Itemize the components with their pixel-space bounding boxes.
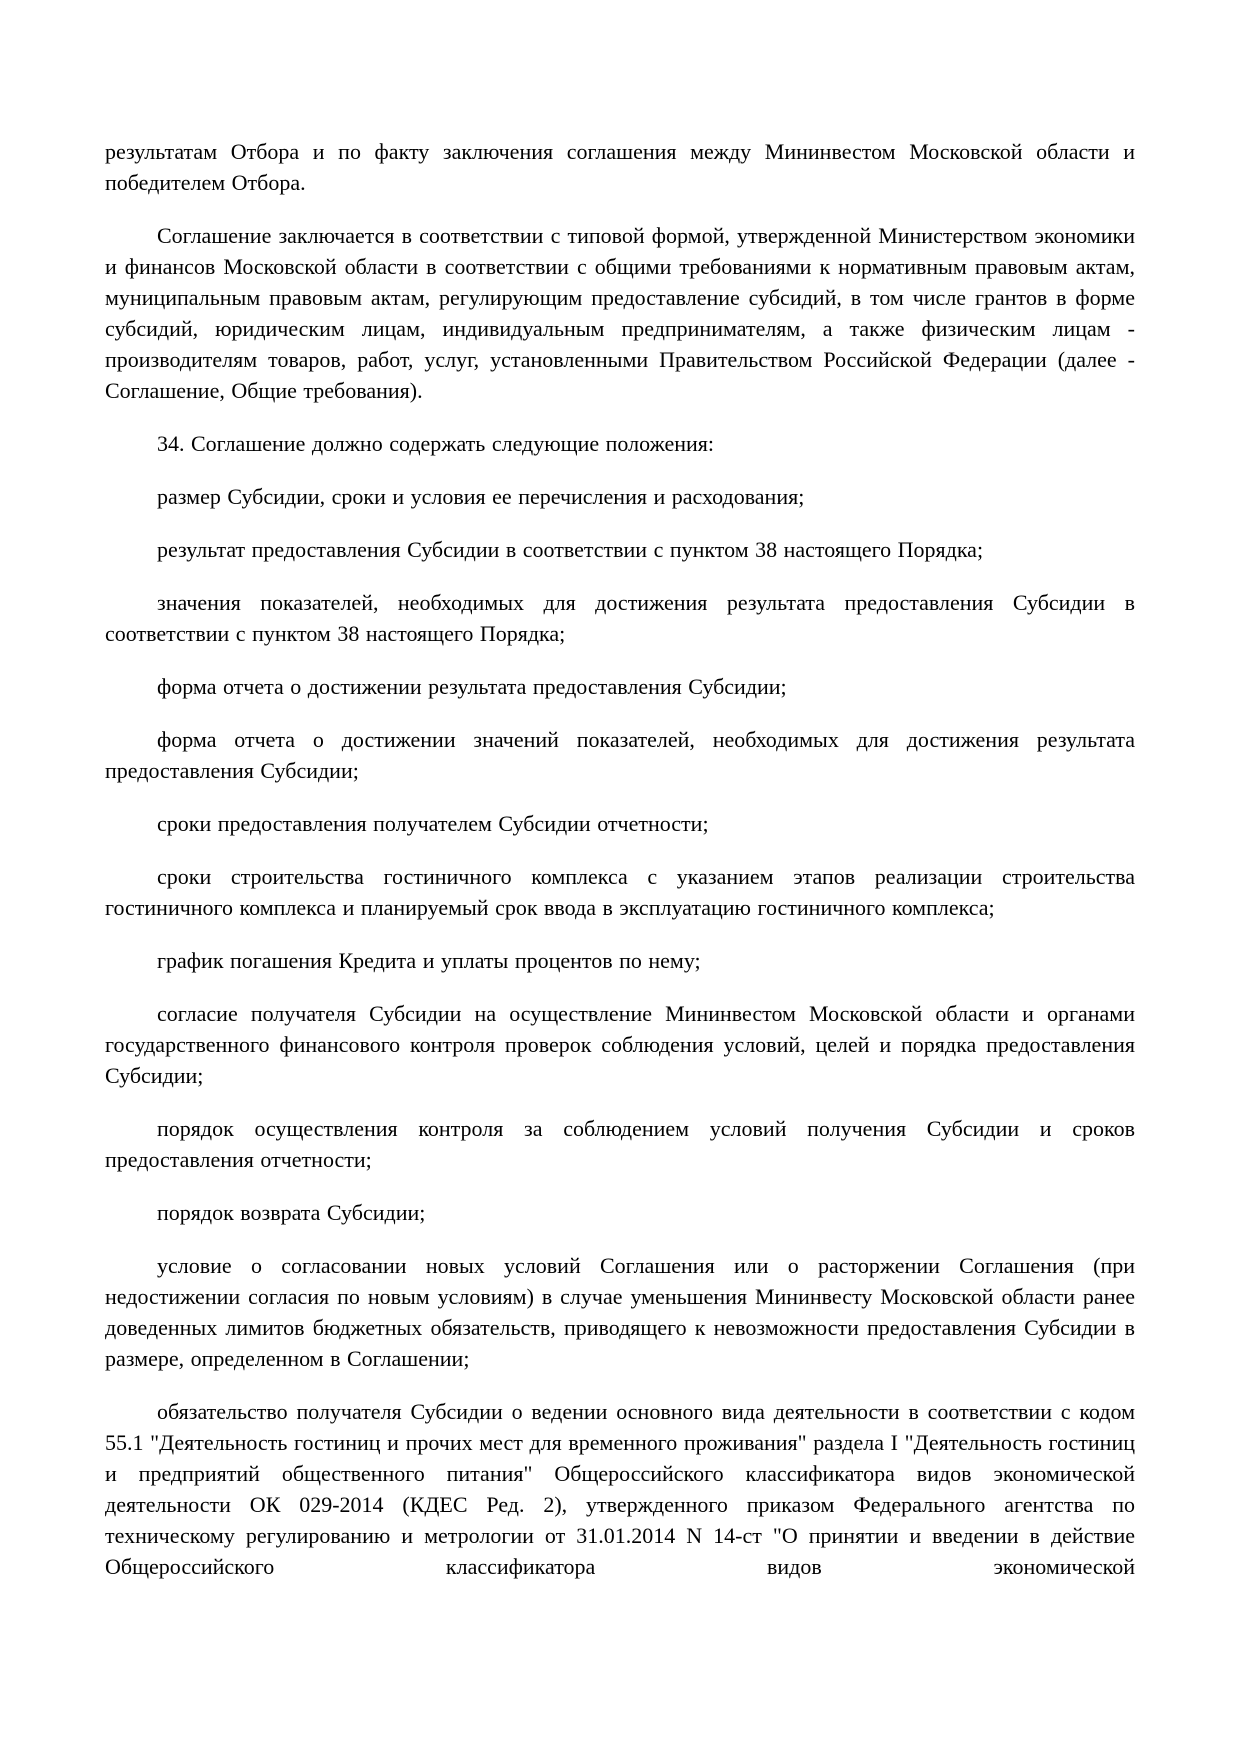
- clause-item: график погашения Кредита и уплаты процентов по нему;: [157, 948, 701, 973]
- clause-item: условие о согласовании новых условий Соглашения или о расторжении Соглашения (при недостижении согласия по новым условиям) в случае уменьшения Мининвесту Московской области ранее доведенных лимитов бюджетных обязательств, приводящего к невозможности предоставления Субсидии в размере, определенном в Соглашении;: [105, 1253, 1135, 1371]
- clause-item: обязательство получателя Субсидии о ведении основного вида деятельности в соответствии с кодом 55.1 "Деятельность гостиниц и прочих мест для временного проживания" раздела I "Деятельность гостиниц и предприятий общественного питания" Общероссийского классификатора видов экономической деятельности ОК 029-2014 (КДЕС Ред. 2), утвержденного приказом Федерального агентства по техническому регулированию и метрологии от 31.01.2014 N 14-ст "О принятии и введении в действие Общероссийского классификатора видов экономической: [105, 1399, 1135, 1579]
- clause-item: значения показателей, необходимых для достижения результата предоставления Субсидии в соответствии с пунктом 38 настоящего Порядка;: [105, 590, 1135, 646]
- clause-item: результат предоставления Субсидии в соответствии с пунктом 38 настоящего Порядка;: [157, 537, 984, 562]
- clause-item: сроки предоставления получателем Субсидии отчетности;: [157, 811, 709, 836]
- clause-item: форма отчета о достижении результата предоставления Субсидии;: [157, 674, 787, 699]
- clause-item: размер Субсидии, сроки и условия ее перечисления и расходования;: [157, 484, 805, 509]
- clause-item: порядок возврата Субсидии;: [157, 1200, 426, 1225]
- clause-item: порядок осуществления контроля за соблюдением условий получения Субсидии и сроков предоставления отчетности;: [105, 1116, 1135, 1172]
- paragraph-agreement-form: Соглашение заключается в соответствии с типовой формой, утвержденной Министерством экономики и финансов Московской области в соответствии с общими требованиями к нормативным правовым актам, муниципальным правовым актам, регулирующим предоставление субсидий, в том числе грантов в форме субсидий, юридическим лицам, индивидуальным предпринимателям, а также физическим лицам - производителям товаров, работ, услуг, установленными Правительством Российской Федерации (далее - Соглашение, Общие требования).: [105, 223, 1135, 403]
- clause-item: сроки строительства гостиничного комплекса с указанием этапов реализации строительства гостиничного комплекса и планируемый срок ввода в эксплуатацию гостиничного комплекса;: [105, 864, 1135, 920]
- clause-34-heading: 34. Соглашение должно содержать следующие положения:: [157, 431, 715, 456]
- clause-item: согласие получателя Субсидии на осуществление Мининвестом Московской области и органами государственного финансового контроля проверок соблюдения условий, целей и порядка предоставления Субсидии;: [105, 1001, 1135, 1088]
- paragraph-continuation: результатам Отбора и по факту заключения соглашения между Мининвестом Московской области и победителем Отбора.: [105, 139, 1135, 195]
- clause-item: форма отчета о достижении значений показателей, необходимых для достижения результата предоставления Субсидии;: [105, 727, 1135, 783]
